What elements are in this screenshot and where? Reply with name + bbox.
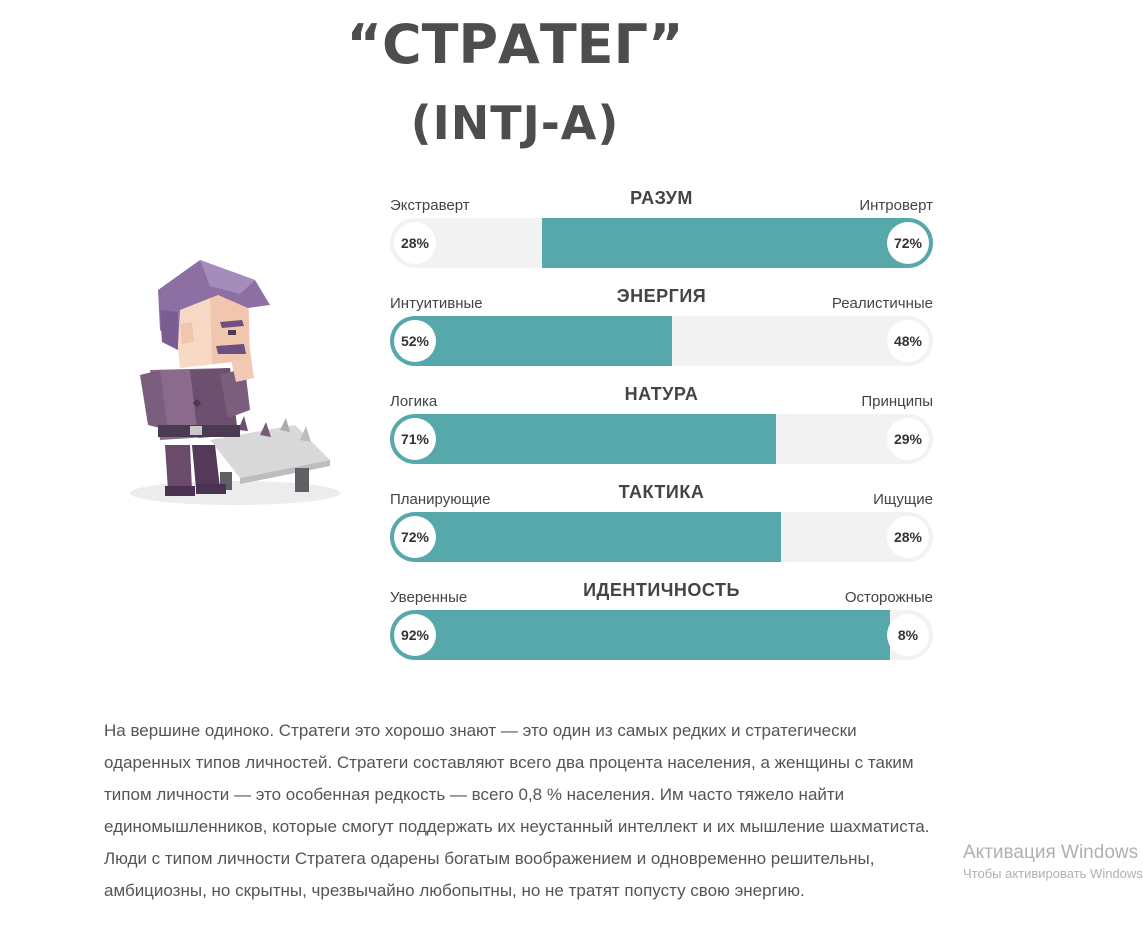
trait-right-label: Интроверт — [859, 197, 933, 214]
scale-identity — [390, 578, 933, 676]
scale-nature — [390, 382, 933, 480]
left-percent: 71% — [394, 418, 436, 460]
trait-left-label: Планирующие — [390, 491, 491, 508]
scale-bar — [390, 316, 933, 366]
strategist-character-illustration — [120, 250, 350, 510]
trait-left-label: Уверенные — [390, 589, 468, 606]
windows-activation-watermark — [963, 842, 1143, 881]
trait-title: ИДЕНТИЧНОСТЬ — [583, 580, 740, 600]
trait-title: ЭНЕРГИЯ — [616, 286, 707, 306]
trait-right-label: Осторожные — [844, 589, 933, 606]
right-percent: 28% — [887, 516, 929, 558]
watermark-line-1: Активация Windows — [963, 842, 1139, 863]
trait-left-label: Экстраверт — [390, 197, 470, 214]
trait-title: ТАКТИКА — [618, 482, 705, 502]
right-percent: 29% — [887, 418, 929, 460]
trait-title: РАЗУМ — [630, 188, 693, 208]
watermark-line-2: Чтобы активировать Windows — [963, 866, 1143, 881]
page-title: “СТРАТЕГ” — [346, 13, 684, 76]
trait-right-label: Ищущие — [873, 491, 933, 508]
trait-left-label: Логика — [390, 393, 438, 410]
scale-bar — [390, 414, 933, 464]
scale-tactics — [390, 480, 933, 578]
scale-mind — [390, 186, 933, 284]
scale-fill — [542, 218, 933, 268]
right-percent: 8% — [887, 614, 929, 656]
personality-scales — [390, 186, 933, 676]
left-percent: 28% — [394, 222, 436, 264]
trait-right-label: Принципы — [861, 393, 933, 410]
scale-fill — [390, 414, 776, 464]
trait-right-label: Реалистичные — [831, 295, 933, 312]
scale-bar — [390, 218, 933, 268]
type-description: На вершине одиноко. Стратеги это хорошо знают — это один из самых редких и стратегически одаренных типов личностей. Стратеги составляют всего два процента населения, а женщины с таким типом личности — это особенная редкость — всего 0,8 % населения. Им часто тяжело найти единомышленников, которые смогут поддержать их неустанный интеллект и их мышление шахматиста. Люди с типом личности Стратега одарены богатым воображением и одновременно решительны, амбициозны, но скрытны, чрезвычайно любопытны, но не тратят попусту свою энергию. — [104, 721, 930, 900]
left-percent: 92% — [394, 614, 436, 656]
right-percent: 72% — [887, 222, 929, 264]
scale-fill — [390, 610, 890, 660]
trait-left-label: Интуитивные — [390, 295, 483, 312]
right-percent: 48% — [887, 320, 929, 362]
scale-bar — [390, 610, 933, 660]
scale-fill — [390, 512, 781, 562]
trait-title: НАТУРА — [624, 384, 699, 404]
left-percent: 52% — [394, 320, 436, 362]
type-code: (INTJ-A) — [410, 96, 620, 150]
scale-bar — [390, 512, 933, 562]
scale-energy — [390, 284, 933, 382]
left-percent: 72% — [394, 516, 436, 558]
